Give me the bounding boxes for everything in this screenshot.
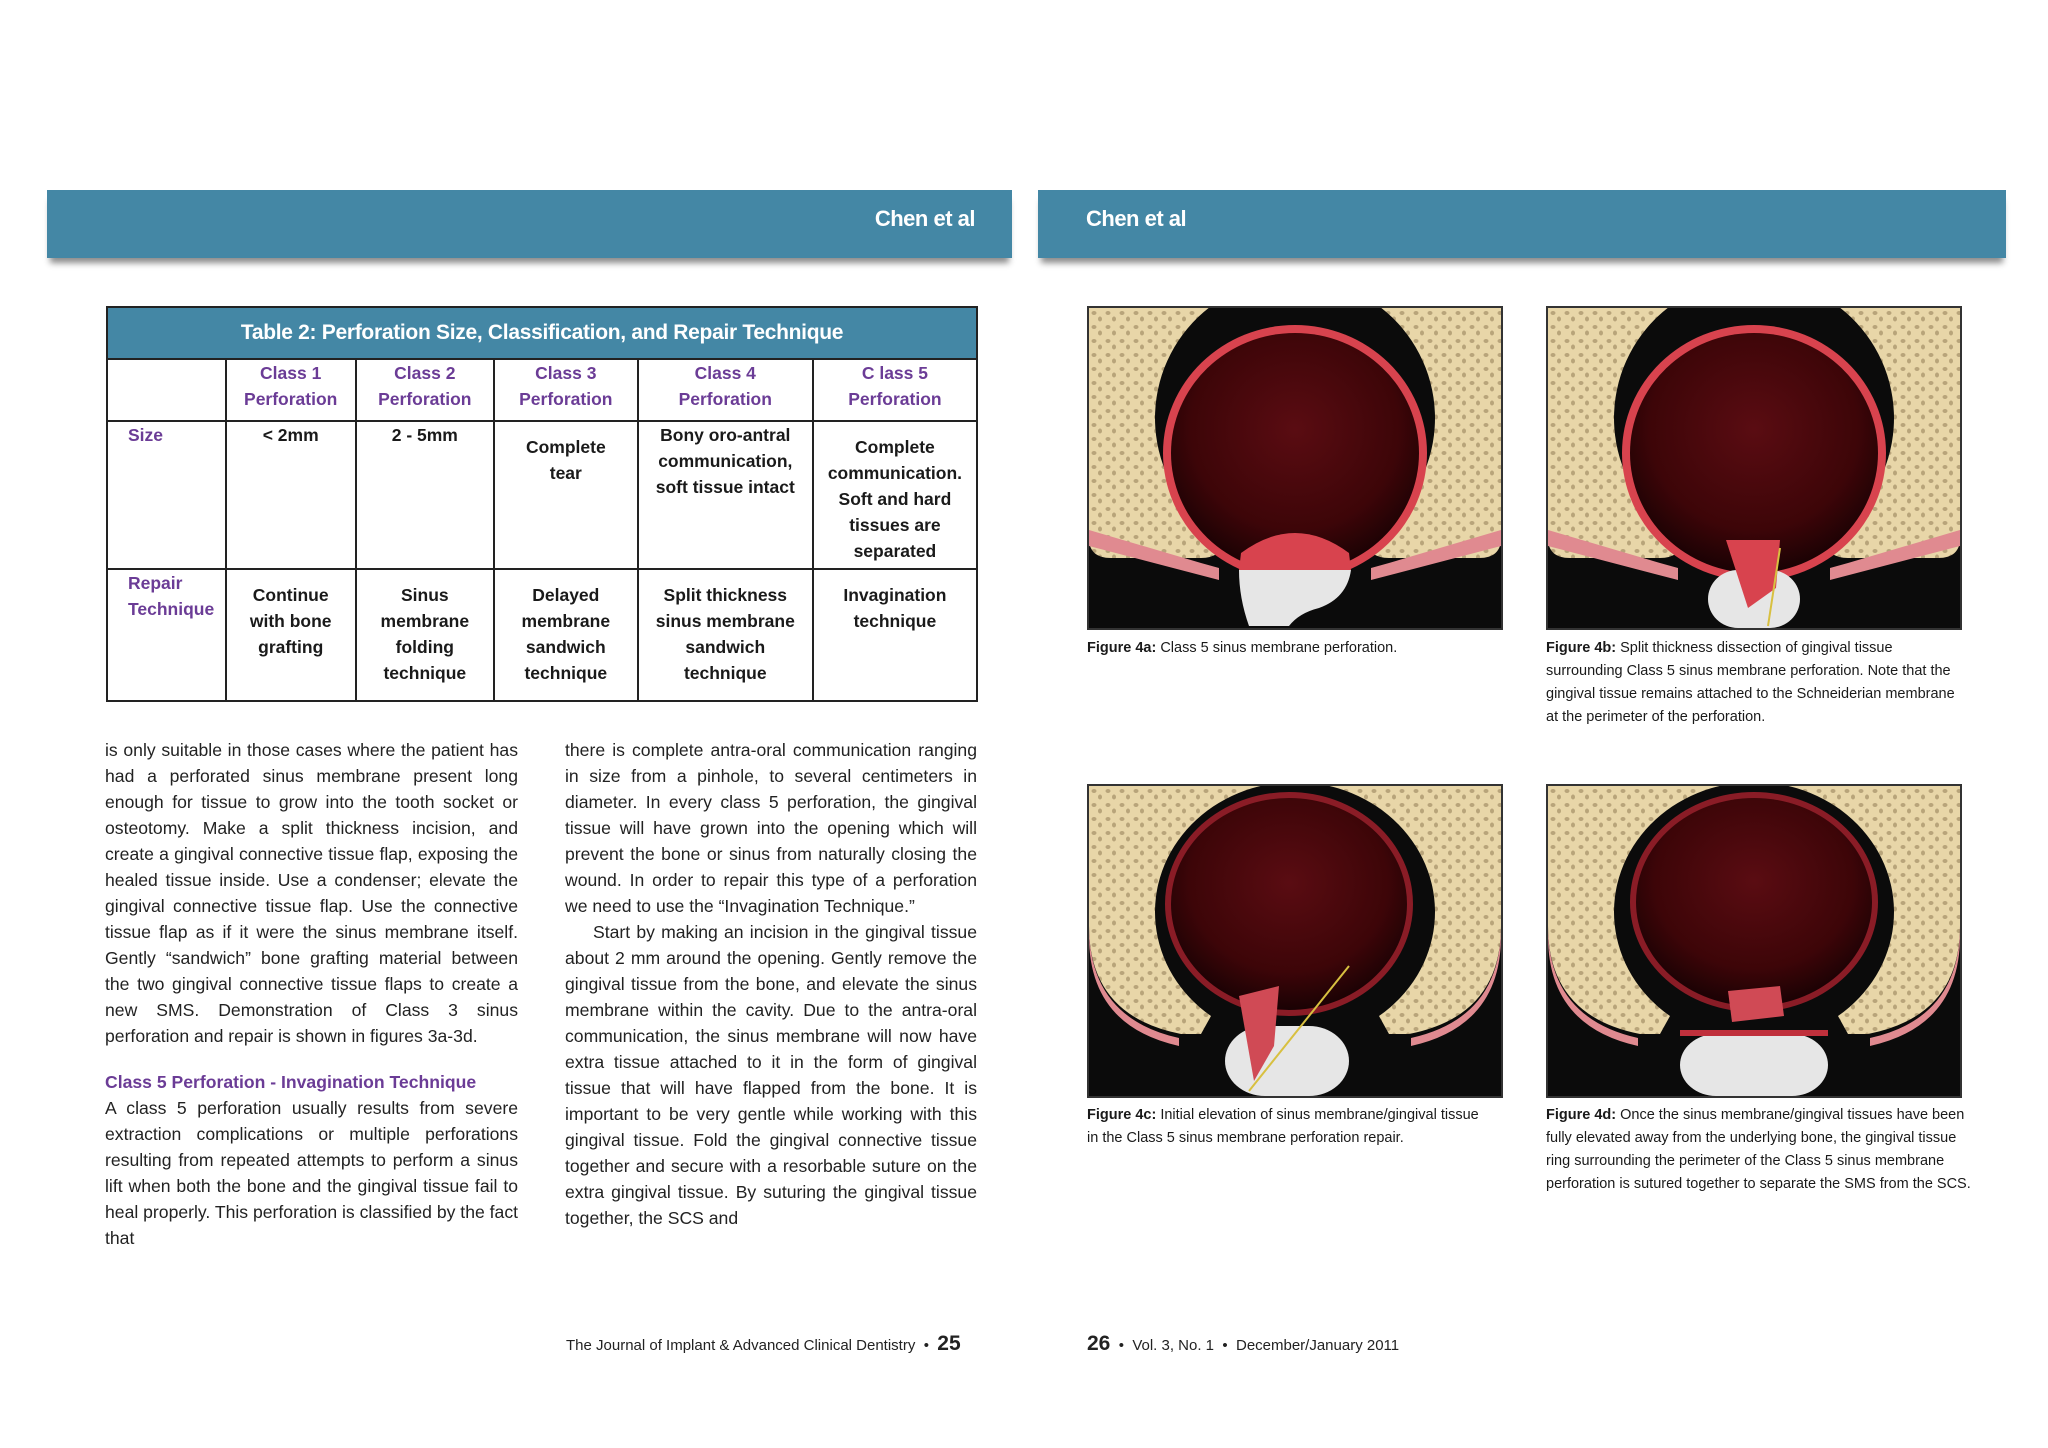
body-column-left — [105, 737, 518, 1251]
figure-label: Figure 4c: — [1087, 1107, 1157, 1123]
column-header-class-4: Class 4 Perforation — [638, 359, 813, 421]
table-cell: Complete communication. Soft and hard tissues are separated — [813, 421, 977, 569]
table-cell: < 2mm — [226, 421, 356, 569]
footer-bullet: • — [1222, 1337, 1228, 1354]
column-header-class-5: C lass 5 Perforation — [813, 359, 977, 421]
section-heading: Class 5 Perforation - Invagination Technique — [105, 1072, 477, 1092]
table-row-repair-technique — [107, 569, 977, 701]
footer-left — [566, 1332, 961, 1356]
figure-4a-image — [1087, 306, 1503, 630]
volume-issue: Vol. 3, No. 1 — [1132, 1337, 1215, 1354]
figure-caption-text: Split thickness dissection of gingival tissue surrounding Class 5 sinus membrane perforation. Note that the gingival tissue remains attached to the Schneiderian membrane at the perimeter of the perforation. — [1546, 640, 1955, 725]
table-title-row — [107, 307, 977, 359]
running-head-left: Chen et al — [874, 206, 975, 231]
table-cell: Bony oro-antral communication, soft tissue intact — [638, 421, 813, 569]
running-head-right: Chen et al — [1086, 206, 1187, 231]
row-label-size: Size — [107, 421, 226, 569]
table-cell: Sinus membrane folding technique — [356, 569, 494, 701]
column-header-class-1: Class 1 Perforation — [226, 359, 356, 421]
table-cell: Delayed membrane sandwich technique — [494, 569, 638, 701]
table-cell: 2 - 5mm — [356, 421, 494, 569]
row-label-repair-technique: Repair Technique — [107, 569, 226, 701]
table-header-row — [107, 359, 977, 421]
figure-4c-image — [1087, 784, 1503, 1098]
figure-4d-caption — [1546, 1104, 1971, 1196]
journal-name: The Journal of Implant & Advanced Clinical Dentistry — [566, 1337, 916, 1354]
body-paragraph: Start by making an incision in the gingival tissue about 2 mm around the opening. Gently remove the gingival tissue from the bone, and elevate the sinus membrane within the cavity. Due to the antra-oral communication, the sinus membrane will now have extra tissue attached to it in the form of gingival tissue that will have flapped from the bone. It is important to be very gentle while working with this gingival tissue. Fold the gingival connective tissue together and secure with a resorbable suture on the extra gingival tissue. By suturing the gingival tissue together, the SCS and — [565, 922, 977, 1228]
figure-4d-image — [1546, 784, 1962, 1098]
body-paragraph: is only suitable in those cases where the patient has had a perforated sinus membrane present long enough for tissue to grow into the tooth socket or osteotomy. Make a split thickness incision, and create a gingival connective tissue flap, exposing the healed tissue inside. Use a condenser; elevate the gingival connective tissue flap. Use the connective tissue flap as if it were the sinus membrane itself. Gently “sandwich” bone grafting material between the two gingival connective tissue flaps to create a new SMS. Demonstration of Class 3 sinus perforation and repair is shown in figures 3a-3d. — [105, 740, 518, 1046]
table-cell: Invagination technique — [813, 569, 977, 701]
body-paragraph: there is complete antra-oral communication ranging in size from a pinhole, to several centimeters in diameter. In every class 5 perforation, the gingival tissue will have grown into the opening which will prevent the bone or sinus from naturally closing the wound. In order to repair this type of a perforation we need to use the “Invagination Technique.” — [565, 740, 977, 916]
figure-label: Figure 4d: — [1546, 1107, 1617, 1123]
figure-caption-text: Class 5 sinus membrane perforation. — [1160, 640, 1398, 656]
running-head-band-right — [1038, 190, 2006, 258]
figure-label: Figure 4a: — [1087, 640, 1157, 656]
running-head-band-left — [47, 190, 1012, 258]
figure-4a-caption — [1087, 637, 1507, 660]
issue-date: December/January 2011 — [1235, 1337, 1400, 1354]
footer-bullet: • — [1118, 1337, 1124, 1354]
figure-4c-caption — [1087, 1104, 1492, 1150]
figure-caption-text: Once the sinus membrane/gingival tissues have been fully elevated away from the underlying bone, the gingival tissue ring surrounding the perimeter of the Class 5 sinus membrane perforation is sutured together to separate the SMS from the SCS. — [1546, 1107, 1971, 1192]
table-cell: Split thickness sinus membrane sandwich technique — [638, 569, 813, 701]
body-column-right — [565, 737, 977, 1231]
column-header-class-3: Class 3 Perforation — [494, 359, 638, 421]
figure-4b-image — [1546, 306, 1962, 630]
table-cell: Complete tear — [494, 421, 638, 569]
body-paragraph: A class 5 perforation usually results from severe extraction complications or multiple perforations resulting from repeated attempts to perform a sinus lift when both the bone and the gingival tissue fail to heal properly. This perforation is classified by the fact that — [105, 1098, 519, 1248]
figure-caption-text: Initial elevation of sinus membrane/gingival tissue in the Class 5 sinus membrane perforation repair. — [1087, 1107, 1479, 1146]
table-row-size — [107, 421, 977, 569]
perforation-table — [106, 306, 978, 702]
table-cell: Continue with bone grafting — [226, 569, 356, 701]
page-number-right: 26 — [1087, 1332, 1111, 1355]
column-header-class-2: Class 2 Perforation — [356, 359, 494, 421]
figure-label: Figure 4b: — [1546, 640, 1617, 656]
table-corner-cell — [107, 359, 226, 421]
footer-right — [1087, 1332, 1399, 1356]
table-title: Table 2: Perforation Size, Classification, and Repair Technique — [107, 307, 977, 359]
footer-bullet: • — [923, 1337, 929, 1354]
figure-4b-caption — [1546, 637, 1956, 729]
page-number-left: 25 — [937, 1332, 961, 1355]
